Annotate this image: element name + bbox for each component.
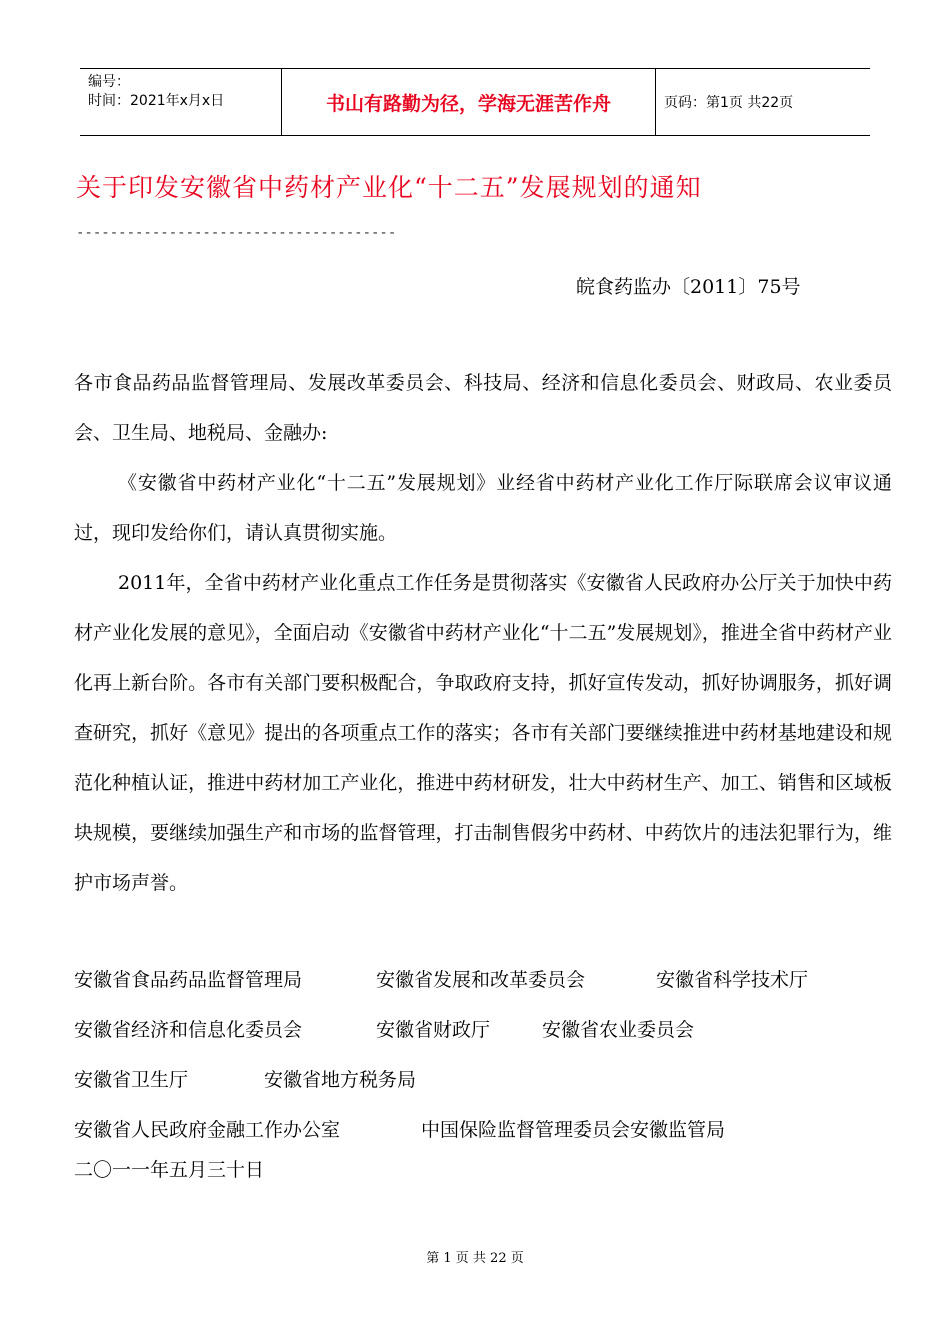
- signer: 安徽省食品药品监督管理局: [74, 969, 303, 991]
- signer: 安徽省经济和信息化委员会: [74, 1019, 303, 1041]
- signer-row-4: [74, 1105, 808, 1155]
- header-page-cell: [656, 69, 870, 135]
- signer: 安徽省卫生厅: [74, 1069, 189, 1091]
- signer: 安徽省科学技术厅: [656, 969, 809, 991]
- signer: 安徽省人民政府金融工作办公室: [74, 1119, 341, 1141]
- signer: 安徽省地方税务局: [264, 1069, 417, 1091]
- signer: 安徽省发展和改革委员会: [376, 969, 586, 991]
- signer-row-2: [74, 1005, 808, 1055]
- signer-row-3: [74, 1055, 808, 1105]
- signers-block: [74, 955, 808, 1155]
- serial-label: 编号：: [88, 74, 130, 90]
- header-motto-cell: [282, 69, 656, 135]
- page-footer: 第 1 页 共 22 页: [426, 1251, 524, 1266]
- paragraph-1: 《安徽省中药材产业化“十二五”发展规划》业经省中药材产业化工作厅际联席会议审议通过，现印发给你们，请认真贯彻实施。: [74, 472, 892, 544]
- page-label: 页码：第1页 共22页: [664, 95, 794, 111]
- time-label: 时间：2021年x月x日: [88, 93, 225, 109]
- signer: 中国保险监督管理委员会安徽监管局: [421, 1119, 726, 1141]
- document-date: 二〇一一年五月三十日: [74, 1159, 265, 1181]
- signer: 安徽省财政厅: [376, 1019, 491, 1041]
- header-table: [80, 68, 870, 136]
- header-meta-cell: [80, 69, 282, 135]
- document-number: 皖食药监办〔2011〕75号: [576, 276, 801, 298]
- addressees: 各市食品药品监督管理局、发展改革委员会、科技局、经济和信息化委员会、财政局、农业委员会、卫生局、地税局、金融办:: [74, 372, 892, 444]
- paragraph-2: 2011年，全省中药材产业化重点工作任务是贯彻落实《安徽省人民政府办公厅关于加快中药材产业化发展的意见》，全面启动《安徽省中药材产业化“十二五”发展规划》，推进全省中药材产业化再上新台阶。各市有关部门要积极配合，争取政府支持，抓好宣传发动，抓好协调服务，抓好调查研究，抓好《意见》提出的各项重点工作的落实；各市有关部门要继续推进中药材基地建设和规范化种植认证，推进中药材加工产业化，推进中药材研发，壮大中药材生产、加工、销售和区域板块规模，要继续加强生产和市场的监督管理，打击制售假劣中药材、中药饮片的违法犯罪行为，维护市场声誉。: [74, 572, 892, 894]
- separator-line: --------------------------------------: [76, 225, 397, 241]
- document-title: 关于印发安徽省中药材产业化“十二五”发展规划的通知: [76, 173, 702, 202]
- signer: 安徽省农业委员会: [542, 1019, 695, 1041]
- motto-text: 书山有路勤为径，学海无涯苦作舟: [325, 92, 611, 115]
- signer-row-1: [74, 955, 808, 1005]
